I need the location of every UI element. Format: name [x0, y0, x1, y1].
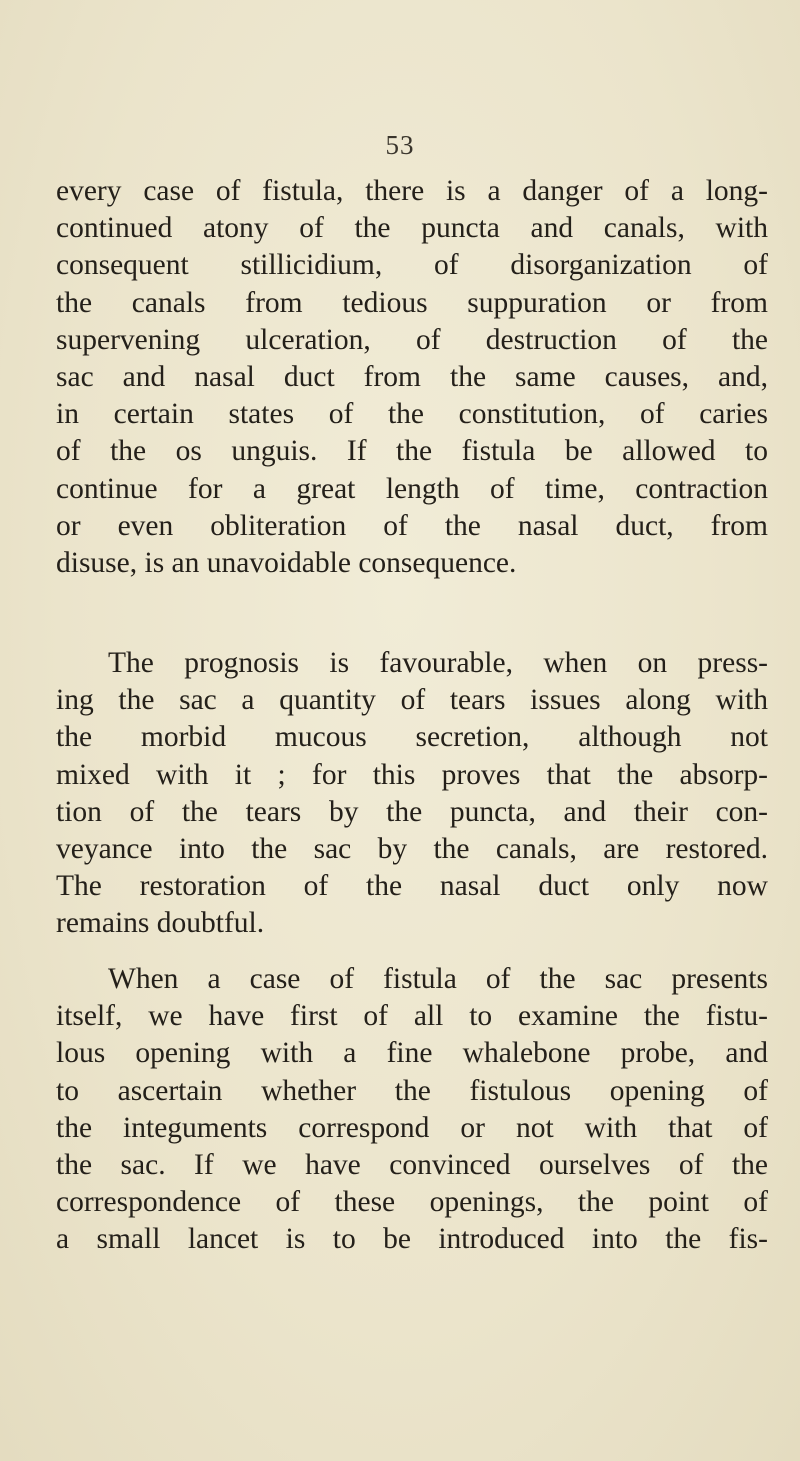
text-line: of the os unguis. If the fistula be allowed to — [56, 435, 768, 468]
text-line: lous opening with a fine whalebone probe, and — [56, 1037, 768, 1070]
text-line: tion of the tears by the puncta, and their con- — [56, 795, 768, 828]
text-line: the integuments correspond or not with that of — [56, 1111, 768, 1144]
text-line: in certain states of the constitution, of caries — [56, 398, 768, 431]
text-line: to ascertain whether the fistulous opening of — [56, 1074, 768, 1107]
text-line: itself, we have first of all to examine the fistu- — [56, 1000, 768, 1033]
text-line: When a case of fistula of the sac presents — [108, 963, 768, 995]
paragraph-3 — [56, 961, 768, 1259]
text-line: disuse, is an unavoidable consequence. — [56, 546, 517, 579]
text-line: the sac. If we have convinced ourselves of the — [56, 1148, 768, 1181]
text-line: continued atony of the puncta and canals, with — [56, 212, 768, 245]
text-line: The prognosis is favourable, when on press- — [108, 647, 768, 679]
text-line: remains doubtful. — [56, 907, 265, 940]
paragraph-1 — [56, 173, 768, 582]
text-line: every case of fistula, there is a danger of a long- — [56, 175, 768, 207]
text-line: correspondence of these openings, the point of — [56, 1186, 768, 1219]
text-line: ing the sac a quantity of tears issues along with — [56, 684, 768, 717]
text-line: supervening ulceration, of destruction of the — [56, 323, 768, 356]
text-line: the morbid mucous secretion, although not — [56, 721, 768, 754]
text-line: sac and nasal duct from the same causes, and, — [56, 360, 768, 393]
text-line: consequent stillicidium, of disorganization of — [56, 249, 768, 282]
text-line: continue for a great length of time, contraction — [56, 472, 768, 505]
page-number: 53 — [385, 130, 415, 160]
text-line: mixed with it ; for this proves that the absorp- — [56, 758, 768, 791]
text-line: The restoration of the nasal duct only now — [56, 870, 768, 903]
text-line: a small lancet is to be introduced into the fis- — [56, 1223, 768, 1256]
text-line: or even obliteration of the nasal duct, from — [56, 509, 768, 542]
text-line: the canals from tedious suppuration or from — [56, 286, 768, 319]
text-line: veyance into the sac by the canals, are restored. — [56, 832, 768, 865]
paragraph-2 — [56, 645, 768, 943]
